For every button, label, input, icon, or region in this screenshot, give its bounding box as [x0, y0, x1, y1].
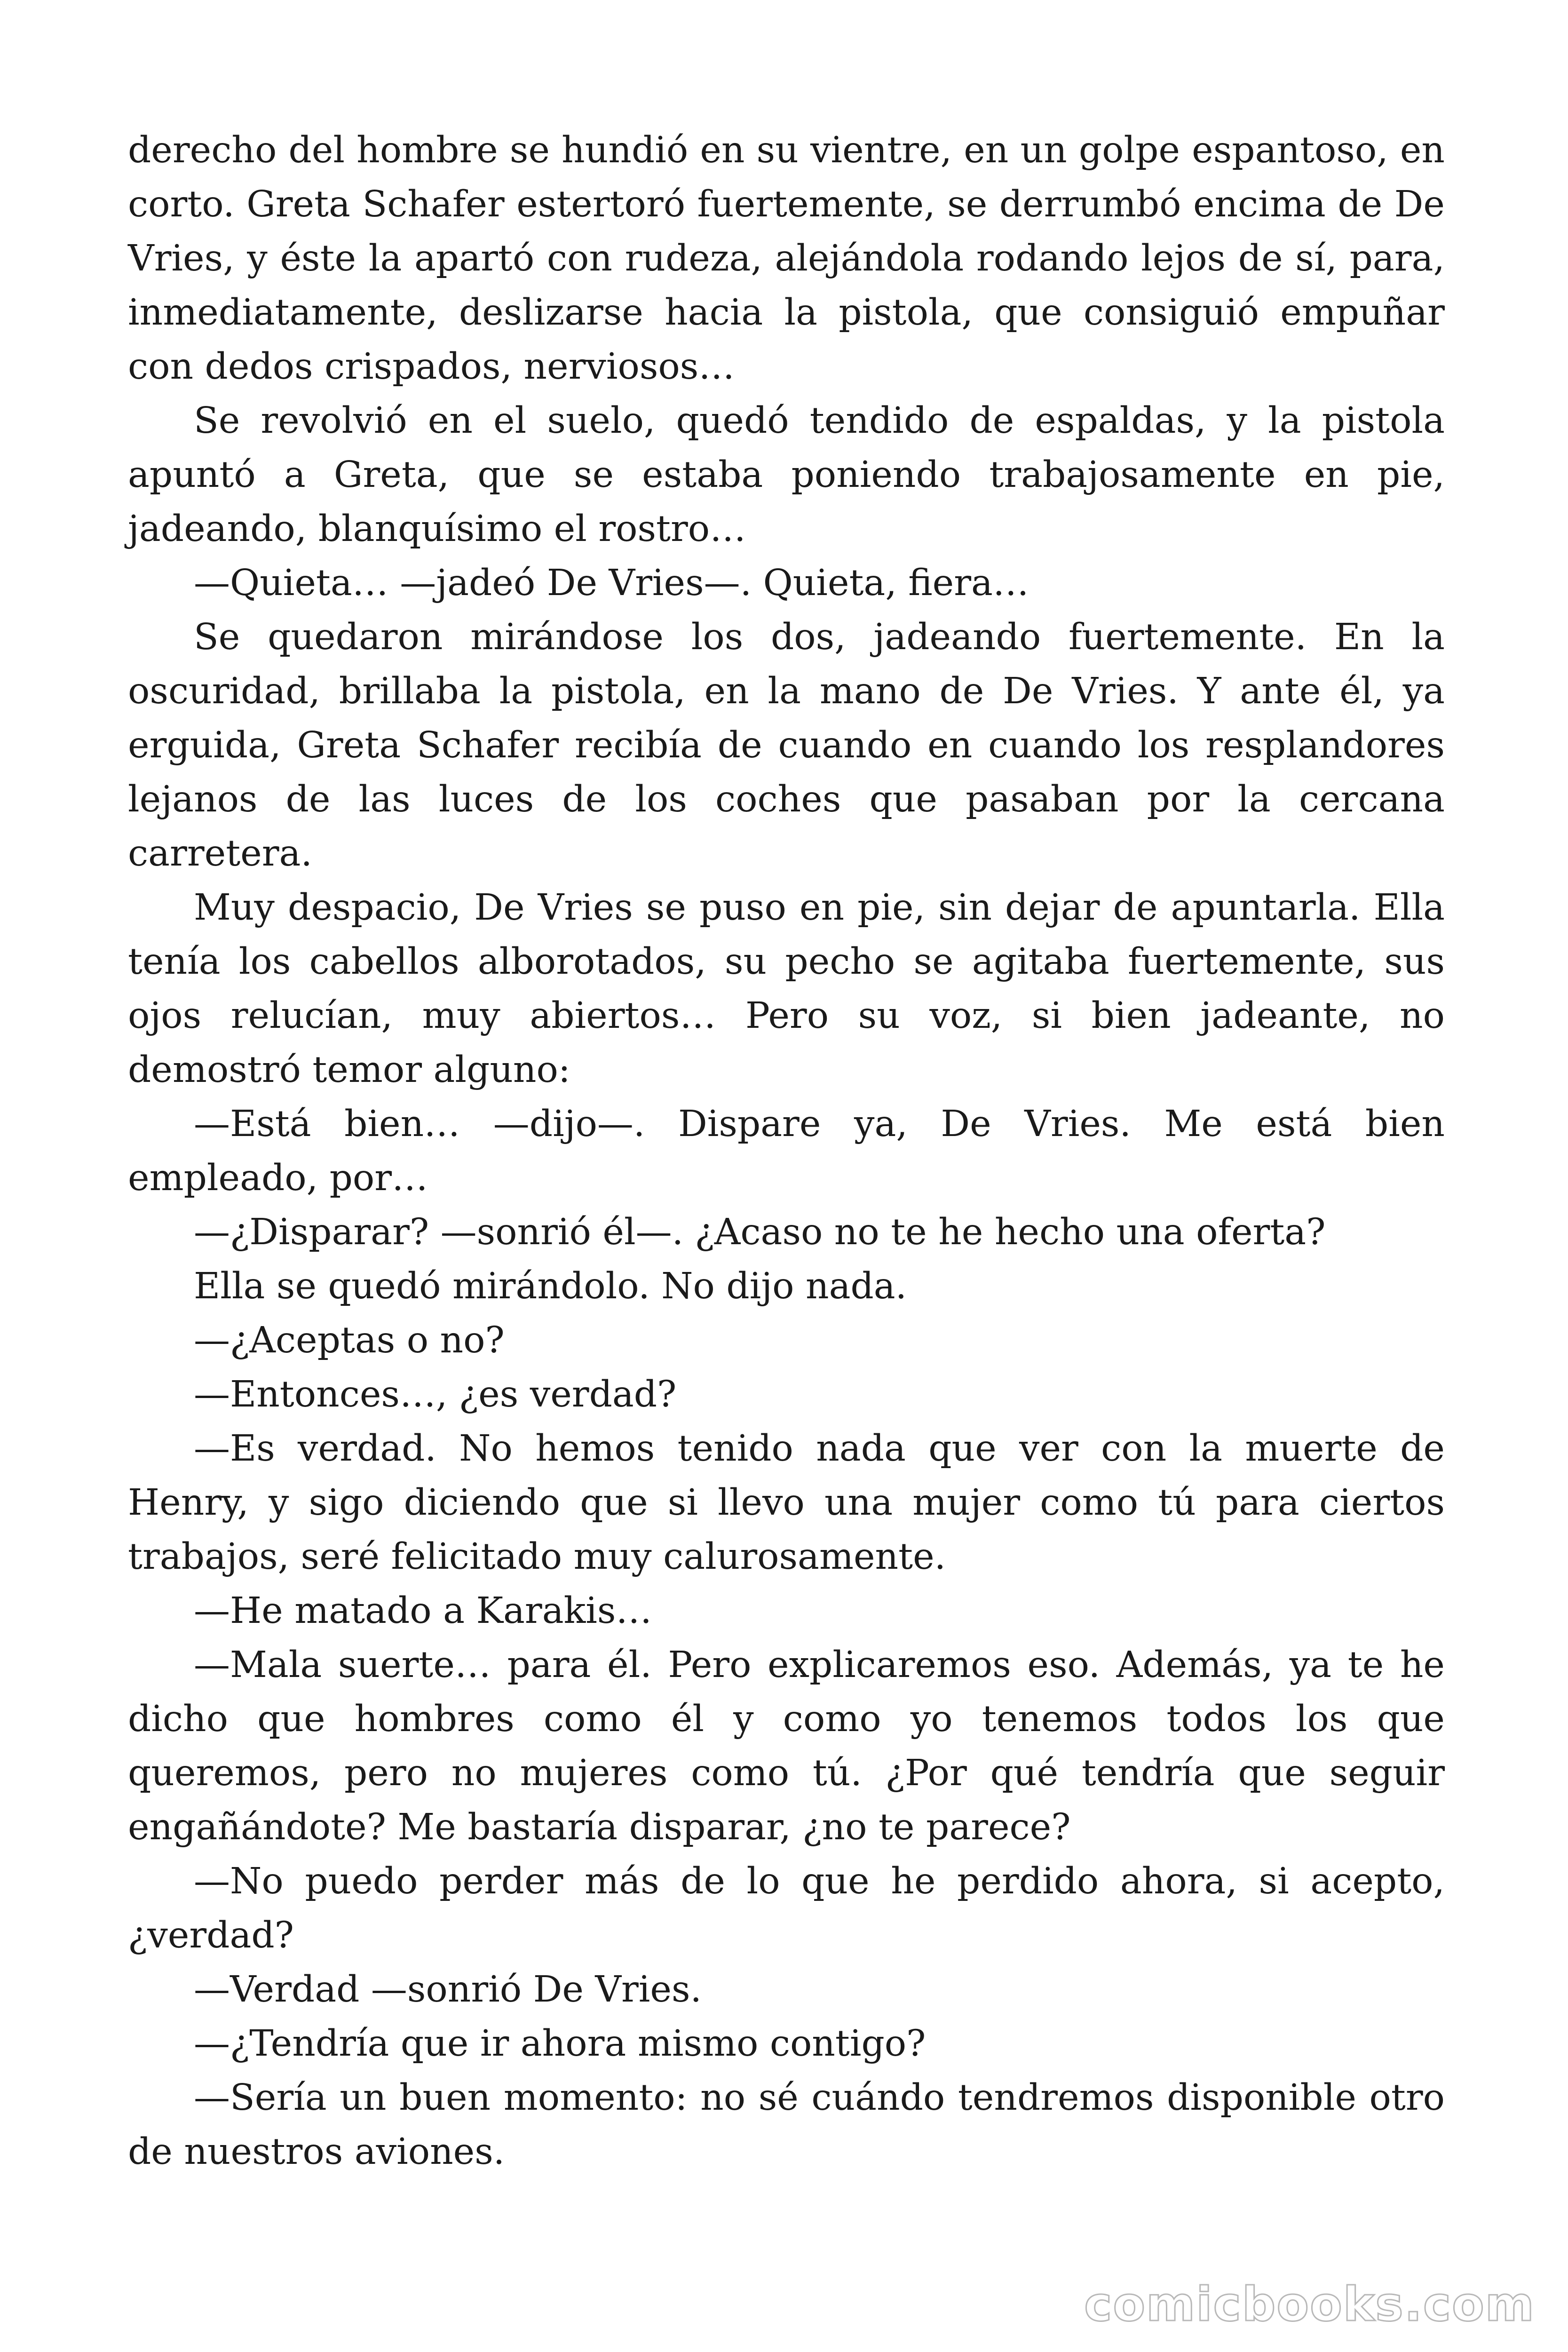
paragraph: —¿Tendría que ir ahora mismo contigo? [194, 2023, 926, 2065]
watermark: comicbooks.com [1084, 2277, 1535, 2332]
paragraph: —No puedo perder más de lo que he perdido ahora, si acepto, ¿verdad? [128, 1860, 1445, 1956]
page-text [128, 123, 1445, 2179]
paragraph: —Sería un buen momento: no sé cuándo tendremos disponible otro de nuestros aviones. [128, 2077, 1445, 2173]
paragraph: —Está bien… —dijo—. Dispare ya, De Vries. Me está bien empleado, por… [128, 1103, 1445, 1199]
paragraph: —Quieta… —jadeó De Vries—. Quieta, fiera… [194, 562, 1029, 604]
paragraph: Muy despacio, De Vries se puso en pie, sin dejar de apuntarla. Ella tenía los cabellos alborotados, su pecho se agitaba fuertemente, sus ojos relucían, muy abiertos… Pero su voz, si bien jadeante, no demostró temor alguno: [128, 887, 1445, 1091]
paragraph: Se revolvió en el suelo, quedó tendido de espaldas, y la pistola apuntó a Greta, que se estaba poniendo trabajosamente en pie, jadeando, blanquísimo el rostro… [128, 400, 1445, 550]
paragraph: Ella se quedó mirándolo. No dijo nada. [194, 1265, 907, 1307]
paragraph: —Entonces…, ¿es verdad? [194, 1374, 677, 1415]
paragraph: —He matado a Karakis… [194, 1590, 652, 1632]
paragraph: —¿Disparar? —sonrió él—. ¿Acaso no te he hecho una oferta? [194, 1211, 1326, 1253]
paragraph: —Es verdad. No hemos tenido nada que ver con la muerte de Henry, y sigo diciendo que si llevo una mujer como tú para ciertos trabajos, seré felicitado muy calurosamente. [128, 1428, 1445, 1578]
paragraph: —¿Aceptas o no? [194, 1319, 505, 1361]
paragraph: —Verdad —sonrió De Vries. [194, 1969, 702, 2010]
paragraph: —Mala suerte… para él. Pero explicaremos eso. Además, ya te he dicho que hombres como él y como yo tenemos todos los que queremos, pero no mujeres como tú. ¿Por qué tendría que seguir engañándote? Me bastaría disparar, ¿no te parece? [128, 1644, 1445, 1848]
paragraph: Se quedaron mirándose los dos, jadeando fuertemente. En la oscuridad, brillaba la pistola, en la mano de De Vries. Y ante él, ya erguida, Greta Schafer recibía de cuando en cuando los resplandores lejanos de las luces de los coches que pasaban por la cercana carretera. [128, 616, 1445, 874]
paragraph: derecho del hombre se hundió en su vientre, en un golpe espantoso, en corto. Greta Schafer estertoró fuertemente, se derrumbó encima de De Vries, y éste la apartó con rudeza, alejándola rodando lejos de sí, para, inmediatamente, deslizarse hacia la pistola, que consiguió empuñar con dedos crispados, nerviosos… [128, 129, 1445, 388]
